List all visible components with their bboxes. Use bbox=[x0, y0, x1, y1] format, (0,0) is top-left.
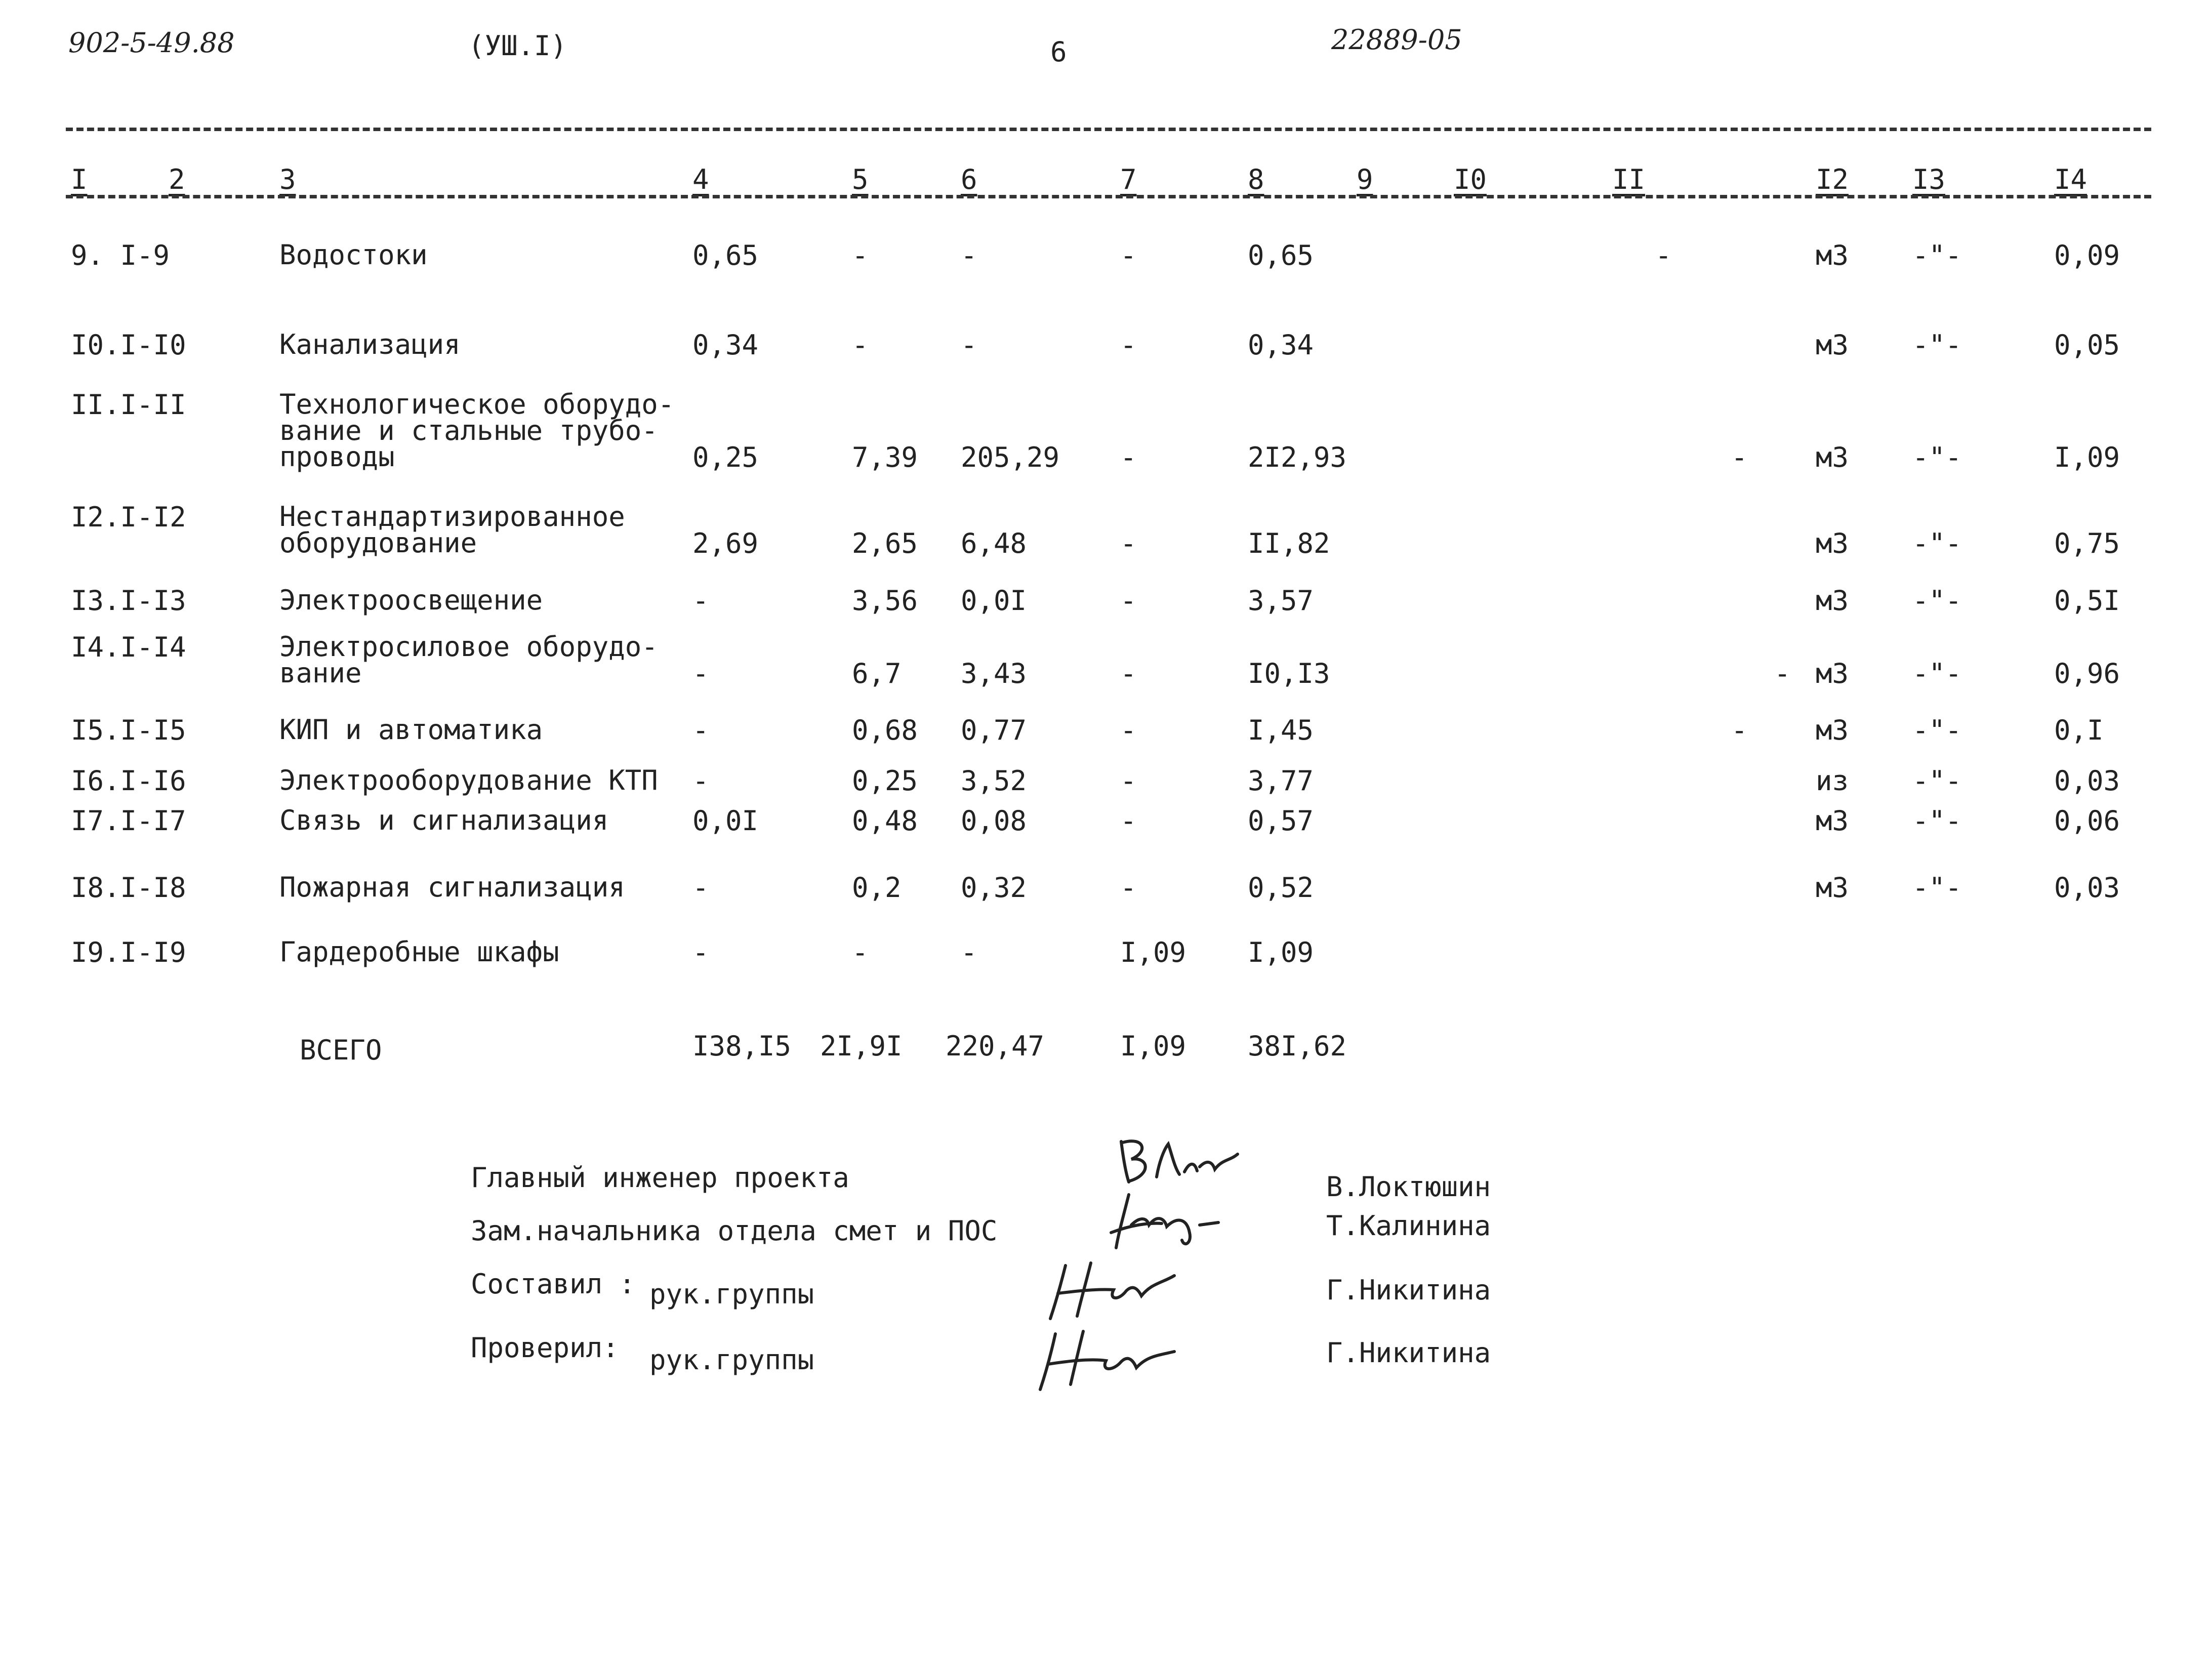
row-cell: - bbox=[1120, 329, 1137, 361]
column-header: 3 bbox=[279, 164, 296, 195]
row-cell: 3,57 bbox=[1248, 585, 1314, 617]
row-number: II.I-II bbox=[71, 389, 186, 421]
row-cell: - bbox=[1120, 441, 1137, 473]
signature-name: Т.Калинина bbox=[1326, 1210, 1491, 1242]
row-cell: 0,I bbox=[2054, 714, 2104, 746]
signature-title: Составил : bbox=[471, 1268, 636, 1300]
column-header: II bbox=[1612, 164, 1646, 195]
row-name: Электрооборудование КТП bbox=[279, 764, 658, 796]
row-cell: I,45 bbox=[1248, 714, 1314, 746]
signature-title: Проверил: bbox=[471, 1332, 619, 1364]
row-cell: - bbox=[1120, 872, 1137, 904]
row-name: Гардеробные шкафы bbox=[279, 936, 559, 968]
inventory-number: 22889-05 bbox=[1331, 24, 1462, 56]
row-cell: - bbox=[961, 329, 977, 361]
row-cell: м3 bbox=[1816, 527, 1849, 559]
signature-name: Г.Никитина bbox=[1326, 1274, 1491, 1306]
row-cell: м3 bbox=[1816, 805, 1849, 837]
column-header: I4 bbox=[2054, 164, 2087, 195]
total-cell: 220,47 bbox=[946, 1030, 1045, 1062]
row-cell: - bbox=[692, 714, 709, 746]
column-header: 8 bbox=[1248, 164, 1264, 195]
row-cell: 0,0I bbox=[961, 585, 1027, 617]
row-cell: -"- bbox=[1912, 872, 1962, 904]
row-cell: 0,57 bbox=[1248, 805, 1314, 837]
row-cell: -"- bbox=[1912, 714, 1962, 746]
row-cell: 205,29 bbox=[961, 441, 1060, 473]
row-cell: -"- bbox=[1912, 765, 1962, 797]
signature-role: рук.группы bbox=[649, 1344, 814, 1376]
row-name: Нестандартизированное оборудование bbox=[279, 501, 625, 559]
column-header: 9 bbox=[1357, 164, 1373, 195]
row-cell: 0,08 bbox=[961, 805, 1027, 837]
row-cell: 3,77 bbox=[1248, 765, 1314, 797]
row-cell: - bbox=[852, 329, 869, 361]
row-number: 9. I-9 bbox=[71, 239, 170, 271]
row-cell: - bbox=[692, 872, 709, 904]
row-cell: 0,09 bbox=[2054, 239, 2120, 271]
row-name: Водостоки bbox=[279, 239, 428, 271]
row-cell: I,09 bbox=[1248, 936, 1314, 968]
column-header: 4 bbox=[692, 164, 709, 195]
row-number: I8.I-I8 bbox=[71, 872, 186, 904]
row-cell: 0,25 bbox=[692, 441, 759, 473]
row-cell: 0,65 bbox=[1248, 239, 1314, 271]
row-cell: I0,I3 bbox=[1248, 658, 1330, 689]
row-cell: - bbox=[1120, 527, 1137, 559]
row-cell: 3,56 bbox=[852, 585, 918, 617]
signature-name: Г.Никитина bbox=[1326, 1337, 1491, 1369]
row-cell: I,09 bbox=[1120, 936, 1186, 968]
row-cell: м3 bbox=[1816, 441, 1849, 473]
row-cell: 0,77 bbox=[961, 714, 1027, 746]
row-number: I4.I-I4 bbox=[71, 631, 186, 663]
page-number: 6 bbox=[1050, 36, 1067, 68]
row-cell: - bbox=[692, 936, 709, 968]
row-cell: -"- bbox=[1912, 239, 1962, 271]
row-name: Технологическое оборудо- вание и стальные трубо- проводы bbox=[279, 388, 675, 473]
row-name: Канализация bbox=[279, 329, 461, 360]
total-cell: I,09 bbox=[1120, 1030, 1186, 1062]
column-header: I0 bbox=[1454, 164, 1487, 195]
total-cell: 38I,62 bbox=[1248, 1030, 1347, 1062]
row-cell: - bbox=[692, 585, 709, 617]
header-bottom-rule bbox=[66, 195, 2151, 198]
column-header: 5 bbox=[852, 164, 869, 195]
row-cell: - bbox=[1731, 714, 1748, 746]
row-cell: - bbox=[1120, 585, 1137, 617]
signature-mark bbox=[1109, 1131, 1240, 1192]
row-cell: 0,03 bbox=[2054, 872, 2120, 904]
document-code: 902-5-49.88 bbox=[68, 27, 235, 59]
row-name: Электросиловое оборудо- вание bbox=[279, 631, 658, 689]
row-cell: - bbox=[1120, 239, 1137, 271]
row-cell: - bbox=[961, 239, 977, 271]
row-cell: -"- bbox=[1912, 441, 1962, 473]
total-cell: 2I,9I bbox=[820, 1030, 903, 1062]
row-cell: -"- bbox=[1912, 805, 1962, 837]
row-cell: - bbox=[961, 936, 977, 968]
row-cell: - bbox=[1774, 658, 1791, 689]
row-cell: - bbox=[852, 239, 869, 271]
row-cell: -"- bbox=[1912, 527, 1962, 559]
column-header: 7 bbox=[1120, 164, 1137, 195]
total-label: ВСЕГО bbox=[300, 1034, 382, 1066]
row-cell: 0,34 bbox=[1248, 329, 1314, 361]
row-name: Электроосвещение bbox=[279, 584, 543, 616]
row-name: КИП и автоматика bbox=[279, 714, 543, 746]
row-cell: м3 bbox=[1816, 714, 1849, 746]
signature-mark bbox=[1038, 1255, 1179, 1321]
row-cell: 3,52 bbox=[961, 765, 1027, 797]
row-cell: 2,69 bbox=[692, 527, 759, 559]
row-cell: 0,52 bbox=[1248, 872, 1314, 904]
row-cell: - bbox=[692, 658, 709, 689]
row-cell: 0,68 bbox=[852, 714, 918, 746]
row-number: I5.I-I5 bbox=[71, 714, 186, 746]
row-cell: -"- bbox=[1912, 585, 1962, 617]
row-cell: 7,39 bbox=[852, 441, 918, 473]
row-cell: 0,05 bbox=[2054, 329, 2120, 361]
row-number: I3.I-I3 bbox=[71, 585, 186, 617]
column-header: 2 bbox=[169, 164, 185, 195]
row-name: Пожарная сигнализация bbox=[279, 871, 625, 903]
row-cell: II,82 bbox=[1248, 527, 1330, 559]
row-number: I6.I-I6 bbox=[71, 765, 186, 797]
row-cell: 2I2,93 bbox=[1248, 441, 1347, 473]
row-cell: 0,48 bbox=[852, 805, 918, 837]
column-header: I3 bbox=[1912, 164, 1946, 195]
row-cell: 0,75 bbox=[2054, 527, 2120, 559]
section-label: (УШ.I) bbox=[468, 30, 567, 62]
row-cell: - bbox=[1120, 658, 1137, 689]
row-cell: 0,96 bbox=[2054, 658, 2120, 689]
row-cell: м3 bbox=[1816, 239, 1849, 271]
column-header: 6 bbox=[961, 164, 977, 195]
row-cell: 0,32 bbox=[961, 872, 1027, 904]
row-cell: - bbox=[1655, 239, 1672, 271]
row-number: I2.I-I2 bbox=[71, 501, 186, 533]
signature-mark bbox=[1028, 1321, 1179, 1392]
signature-title: Главный инженер проекта bbox=[471, 1162, 849, 1194]
row-cell: 0,2 bbox=[852, 872, 902, 904]
signature-mark bbox=[1101, 1187, 1222, 1253]
total-cell: I38,I5 bbox=[692, 1030, 792, 1062]
row-cell: м3 bbox=[1816, 872, 1849, 904]
row-cell: м3 bbox=[1816, 329, 1849, 361]
signature-name: В.Локтюшин bbox=[1326, 1171, 1491, 1203]
row-name: Связь и сигнализация bbox=[279, 804, 609, 836]
row-cell: 0,34 bbox=[692, 329, 759, 361]
row-cell: 0,5I bbox=[2054, 585, 2120, 617]
row-number: I7.I-I7 bbox=[71, 805, 186, 837]
header-top-rule bbox=[66, 128, 2151, 131]
row-cell: 0,65 bbox=[692, 239, 759, 271]
row-cell: 3,43 bbox=[961, 658, 1027, 689]
row-cell: 0,25 bbox=[852, 765, 918, 797]
row-cell: 0,03 bbox=[2054, 765, 2120, 797]
row-cell: 2,65 bbox=[852, 527, 918, 559]
row-cell: 6,48 bbox=[961, 527, 1027, 559]
row-cell: - bbox=[1731, 441, 1748, 473]
row-cell: - bbox=[852, 936, 869, 968]
row-number: I9.I-I9 bbox=[71, 936, 186, 968]
row-number: I0.I-I0 bbox=[71, 329, 186, 361]
row-cell: 6,7 bbox=[852, 658, 902, 689]
row-cell: - bbox=[1120, 765, 1137, 797]
signature-title: Зам.начальника отдела смет и ПОС bbox=[471, 1215, 998, 1247]
column-header: I2 bbox=[1816, 164, 1849, 195]
row-cell: - bbox=[1120, 805, 1137, 837]
row-cell: из bbox=[1816, 765, 1849, 797]
row-cell: м3 bbox=[1816, 585, 1849, 617]
row-cell: -"- bbox=[1912, 658, 1962, 689]
signature-role: рук.группы bbox=[649, 1278, 814, 1310]
row-cell: I,09 bbox=[2054, 441, 2120, 473]
row-cell: 0,06 bbox=[2054, 805, 2120, 837]
row-cell: -"- bbox=[1912, 329, 1962, 361]
row-cell: - bbox=[692, 765, 709, 797]
row-cell: 0,0I bbox=[692, 805, 759, 837]
column-header: I bbox=[71, 164, 88, 195]
row-cell: м3 bbox=[1816, 658, 1849, 689]
row-cell: - bbox=[1120, 714, 1137, 746]
